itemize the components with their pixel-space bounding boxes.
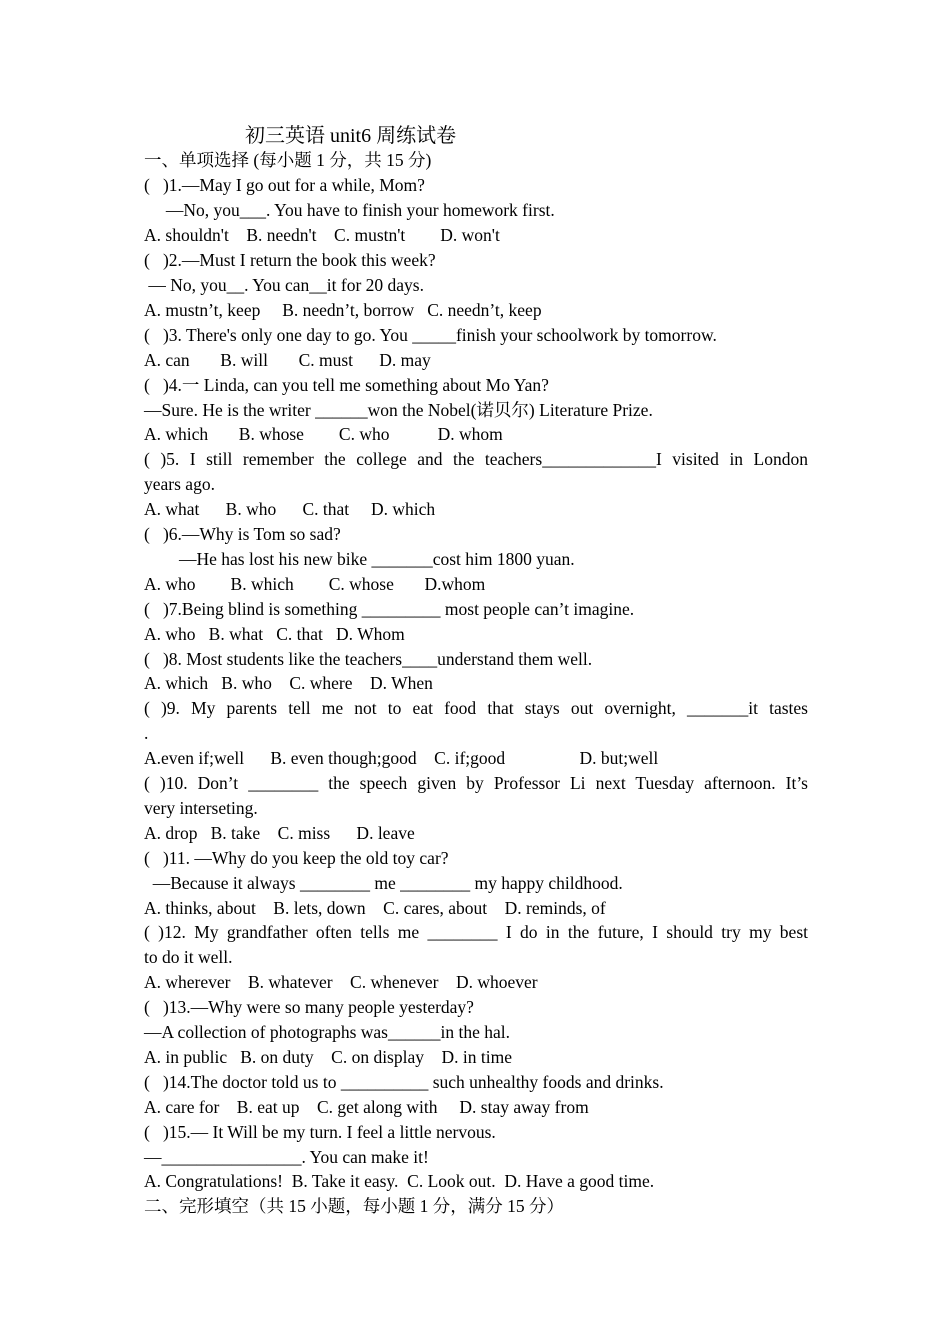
- question-line: ( )10. Don’t ________ the speech given by Professor Li next Tuesday afternoon. It’s: [144, 773, 808, 793]
- question-line: ( )11. —Why do you keep the old toy car?: [144, 847, 449, 868]
- question-line: ( )13.—Why were so many people yesterday?: [144, 997, 474, 1018]
- question-line: ( )9. My parents tell me not to eat food that stays out overnight, _______it tastes: [144, 698, 808, 719]
- question-line: —He has lost his new bike _______cost him 1800 yuan.: [144, 548, 575, 569]
- question-line: A. Congratulations! B. Take it easy. C. Look out. D. Have a good time.: [144, 1171, 655, 1192]
- page-title: 初三英语 unit6 周练试卷: [245, 125, 457, 147]
- question-line: ( )14.The doctor told us to __________ such unhealthy foods and drinks.: [144, 1071, 664, 1092]
- question-line: —Because it always ________ me ________ my happy childhood.: [144, 872, 623, 893]
- question-line: A. which B. whose C. who D. whom: [144, 424, 503, 445]
- question-line: — No, you__. You can__it for 20 days.: [144, 275, 424, 295]
- question-line: very interseting.: [144, 797, 258, 818]
- question-line: A. in public B. on duty C. on display D. in time: [144, 1046, 512, 1067]
- question-line: A. care for B. eat up C. get along with D. stay away from: [144, 1096, 589, 1117]
- question-line: ( )3. There's only one day to go. You _____finish your schoolwork by tomorrow.: [144, 324, 717, 345]
- question-line: .: [144, 723, 149, 744]
- question-line: A.even if;well B. even though;good C. if;good D. but;well: [144, 748, 659, 769]
- question-line: A. shouldn't B. needn't C. mustn't D. won't: [144, 225, 500, 246]
- question-line: A. who B. what C. that D. Whom: [144, 623, 405, 644]
- question-line: ( )15.— It Will be my turn. I feel a little nervous.: [144, 1121, 496, 1142]
- question-line: A. mustn’t, keep B. needn’t, borrow C. needn’t, keep: [144, 299, 542, 320]
- question-line: A. who B. which C. whose D.whom: [144, 573, 486, 594]
- question-line: years ago.: [144, 474, 215, 495]
- question-line: ( )8. Most students like the teachers____understand them well.: [144, 648, 593, 669]
- question-line: ( )12. My grandfather often tells me ________ I do in the future, I should try my best: [144, 922, 808, 943]
- question-line: to do it well.: [144, 947, 233, 968]
- question-line: A. thinks, about B. lets, down C. cares, about D. reminds, of: [144, 897, 606, 918]
- question-line: —Sure. He is the writer ______won the Nobel(诺贝尔) Literature Prize.: [144, 399, 653, 420]
- section-1-heading: 一、单项选择 (每小题 1 分，共 15 分): [144, 150, 432, 170]
- question-line: ( )7.Being blind is something _________ most people can’t imagine.: [144, 598, 635, 619]
- question-line: A. what B. who C. that D. which: [144, 499, 436, 520]
- question-line: ( )4.一 Linda, can you tell me something about Mo Yan?: [144, 374, 549, 395]
- question-line: —No, you___. You have to finish your homework first.: [144, 200, 555, 221]
- question-line: —A collection of photographs was______in the hal.: [144, 1022, 510, 1042]
- question-line: A. wherever B. whatever C. whenever D. whoever: [144, 972, 538, 993]
- section-2-heading: 二、完形填空（共 15 小题，每小题 1 分，满分 15 分）: [144, 1196, 564, 1216]
- question-line: ( )5. I still remember the college and the teachers_____________I visited in London: [144, 449, 808, 470]
- question-line: A. can B. will C. must D. may: [144, 349, 431, 370]
- question-line: —________________. You can make it!: [144, 1146, 429, 1167]
- question-line: ( )1.—May I go out for a while, Mom?: [144, 175, 425, 196]
- question-line: A. which B. who C. where D. When: [144, 673, 433, 694]
- question-line: ( )6.—Why is Tom so sad?: [144, 524, 341, 544]
- question-line: ( )2.—Must I return the book this week?: [144, 250, 436, 271]
- question-line: A. drop B. take C. miss D. leave: [144, 822, 415, 843]
